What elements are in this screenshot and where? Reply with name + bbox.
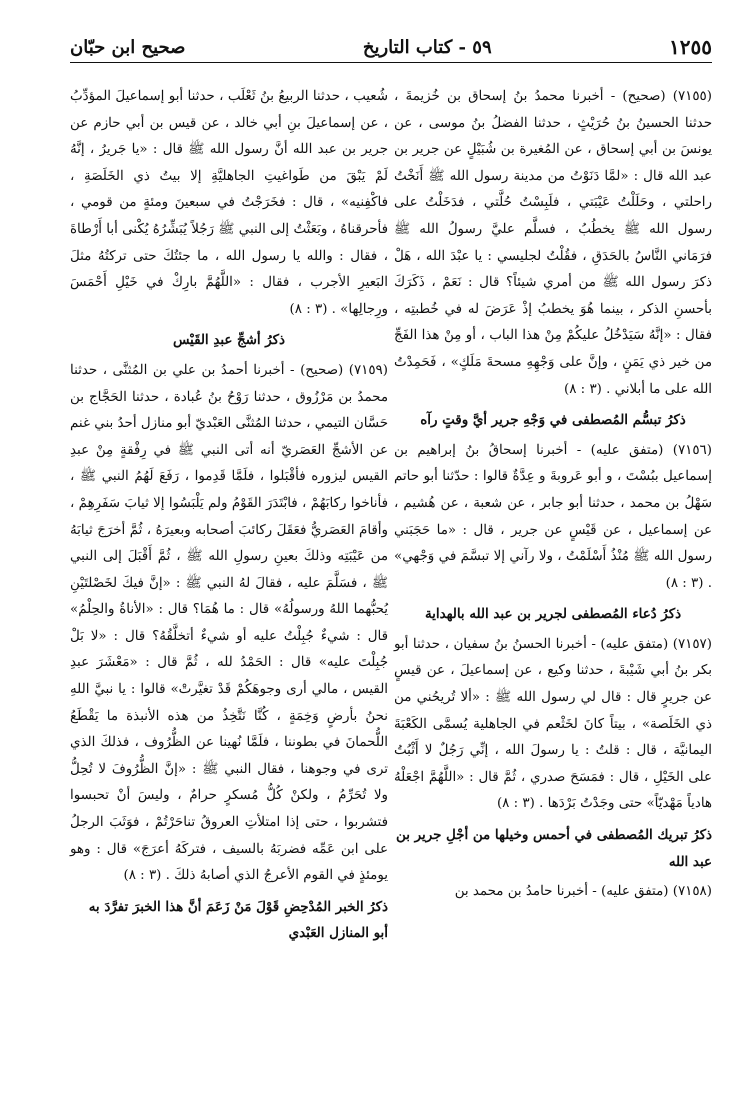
chapter-title: ٥٩ - كتاب التاريخ: [362, 36, 492, 58]
hadith-7155: (٧١٥٥) (صحيح) - أخبرنا محمدُ بنُ إسحاق بن خُزيمةَ ، حدثنا الحسينُ بنُ حُرَيْثٍ ، حدثنا الفضلُ بنُ موسى ، عن يونسَ بن أبي إسحاق ، عن المُغيرة بن شُبَيْلٍ عن جرير بن عبد الله قال : «لمَّا دَنَوْتُ من مدينة رسول الله ﷺ أَنَخْتُ راحلتي ، وحَلَلْتُ عَيْبَتي ، فلَبِسْتُ حُلَّتي ، فدَخَلْتُ على رسول الله ﷺ يخطُبُ ، فسلَّم عليَّ رسولُ الله ﷺ فرَمَاني النَّاسُ بالحَدَقِ ، فقُلْتُ لجليسي : يا عبْدَ الله ، هَلْ ذكرَ رسول الله ﷺ من أمري شيئاً؟ قال : نَعَمْ ، ذَكَرَكَ بأحسنِ الذكر ، بينما هُوَ يخطبُ إذْ عَرَضَ له في خُطبتِه ، فقال : «إنَّهُ سَيَدْخُلُ عليكُمْ مِنْ هذا الباب ، أو مِنْ هذا الفَجِّ من خير ذي يَمَنٍ ، وإنَّ على وَجْهِهِ مسحةَ مَلَكٍ» ، فَحَمِدْتُ الله على ما أبلاني . (٣ : ٨): [394, 89, 712, 397]
section-heading-7159: ذكرُ أشجِّ عبدِ القَيْس: [172, 332, 286, 349]
right-column: [394, 84, 712, 1084]
section-heading-7158: ذكرُ تبريك المُصطفى في أحمس وخيلها من أجْلِ جرير بن عبد الله: [396, 827, 712, 870]
section-heading-next: ذكرُ الخبر المُدْحِضِ قَوْلَ مَنْ زَعَمَ أنَّ هذا الخبرَ تفرَّدَ به أبو المنازل العَبْدي: [88, 898, 388, 942]
book-title: صحيح ابن حبّان: [70, 36, 186, 58]
page-header: [70, 32, 712, 63]
section-heading-7157: ذكرُ دُعاء المُصطفى لجرير بن عبد الله بالهداية: [424, 606, 682, 623]
left-column: [70, 84, 388, 1084]
hadith-7157: (٧١٥٧) (متفق عليه) - أخبرنا الحسنُ بنُ سفيان ، حدثنا أبو بكر بنُ أبي شَيْبةَ ، حدثنا وكيع ، عن إسماعيلَ ، عن قيسٍ عن جريرٍ قال : قال لي رسول الله ﷺ : «ألا تُريحُني من ذي الخَلَصة» ، بيتاً كانَ لخَثْعم في الجاهلية يُسمَّى الكَعْبَةَ اليمانيَّة ، قال : قلتُ : يا رسولَ الله ، إنِّي رَجُلٌ لا أَثْبُتُ على الخَيْلِ ، قال : فمَسَحَ صدري ، ثُمَّ قال : «اللَّهُمَّ اجْعَلْهُ هادياً مَهْديّاً» حتى وجَدْتُ بَرْدَها . (٣ : ٨): [394, 636, 712, 812]
hadith-7156: (٧١٥٦) (متفق عليه) - أخبرنا إسحاقُ بنُ إبراهيم بن إسماعيل ببُسْتَ ، و أبو عَروبةَ و عِدَّةٌ قالوا : حدّثنا أبو حاتم سَهْلُ بن محمد ، حدثنا أبو جابر ، عن شعبة ، عن هُشيم ، عن إسماعيل ، عن قَيْسٍ عن جرير ، قال : «ما حَجَبَني رسول الله ﷺ مُنْذُ أَسْلَمْتُ ، ولا رآني إلا تبسَّمَ في وَجْهي» . (٣ : ٨): [394, 442, 712, 591]
hadith-7158-start: (٧١٥٨) (متفق عليه) - أخبرنا حامدُ بن محمد بن: [454, 884, 712, 900]
hadith-7158-continued: شُعيب ، حدثنا الربيعُ بنُ ثَعْلَب ، حدثنا أبو إسماعيلَ المؤدِّبُ ، عن إسماعيلَ بنِ أبي خالد ، عن قيس بن أبي حازم عن جرير بن عبد الله أنَّ رسول الله ﷺ قال : «يا جَريرُ ، إنَّهُ لَمْ يَبْقَ من طَواغيتِ الجاهليَّةِ إلا بيتُ ذي الخَلَصَةِ ، فاكْفِنيه» ، قال : فخَرَجْتُ في سبعينَ ومئةٍ من قومي ، فأحرقناهُ ، وبَعَثْتُ إلى النبي ﷺ رَجُلاً يُبَشِّرُهُ يُكْنى أبا أَرْطاةَ ، فقال : والله يا رسول الله ، ما جئتُكَ حتى تركتُهُ مثلَ البَعيرِ الأجرب ، فقال : «اللَّهُمَّ بارِكْ في خَيْلِ أَحْمَسَ ورِجالِها» . (٣ : ٨): [70, 89, 388, 317]
section-heading-7156: ذكرُ تبسُّم المُصطفى في وَجْهِ جرير أيَّ وقتٍ رآه: [420, 412, 686, 429]
page-number: ١٢٥٥: [669, 35, 712, 59]
hadith-7159: (٧١٥٩) (صحيح) - أخبرنا أحمدُ بن علي بن المُثنَّى ، حدثنا محمدُ بن مَرْزُوق ، حدثنا رَوْحُ بنُ عُبادة ، حدثنا الحَجَّاج بن حَسَّان التيمي ، حدثنا المُثنَّى العَبْديّ أبو منازل أحدُ بني غنم عن الأشجِّ العَصَريّ أنه أتى النبي ﷺ في رِفْقةٍ مِنْ عبدِ القيس ليزوره فأقْبَلوا ، فلَمَّا قَدِموا ، رَفَعَ لَهُمُ النبي ﷺ ، فأناخوا ركابَهُمْ ، فابْتَدَرَ القَوْمُ ولم يَلْبَسُوا إلا ثيابَ سَفَرِهِمْ ، وأقامَ العَصَريُّ فعَقَلَ ركائبَ أصحابه وبعيرَهُ ، ثُمَّ أخرَجَ ثيابَهُ من عَيْبَتِه وذلكَ بعينِ رسولِ الله ﷺ ، ثُمَّ أَقْبَلَ إلى النبي ﷺ ، فسَلَّمَ عليه ، فقالَ لهُ النبي ﷺ : «إنَّ فيكَ لخَصْلتَيْنِ يُحبُّهما اللهُ ورسولُهُ» قال : ما هُمَا؟ قال : «الأناةُ والحِلْمُ» قال : شيءٌ جُبِلْتُ عليه أو شيءٌ أتخلَّقُهُ؟ قال : «لا بَلْ جُبِلْتَ عليه» قال : الحَمْدُ لله ، ثُمَّ قال : «مَعْشَرَ عبدِ القيس ، مالي أرى وجوهَكُمْ قَدْ تغيَّرتْ» قالوا : يا نبيَّ اللهِ نحنُ بأرضٍ وَخِمَةٍ ، كُنَّا نَتَّخِذُ من هذه الأنبذة ما يَقْطَعُ اللُّحمانَ في بطوننا ، فلَمَّا نُهينا عن الظُّرُوف ، فذلكَ الذي ترى في وجوهنا ، فقال النبي ﷺ : «إنَّ الظُّرُوفَ لا تُحِلُّ ولا تُحَرِّمُ ، ولكنْ كُلُّ مُسكرٍ حرامٌ ، وليسَ أنْ تحبسوا فتشربوا ، حتى إذا امتلأتِ العروقُ تناحَرْتُمْ ، فوَثَبَ الرجلُ على ابن عَمِّه فضربَهُ بالسيف ، فتركَهُ أعرَجَ» قال : وهو يومئذٍ في القوم الأعرجُ الذي أصابهُ ذلكَ . (٣ : ٨): [70, 362, 388, 884]
